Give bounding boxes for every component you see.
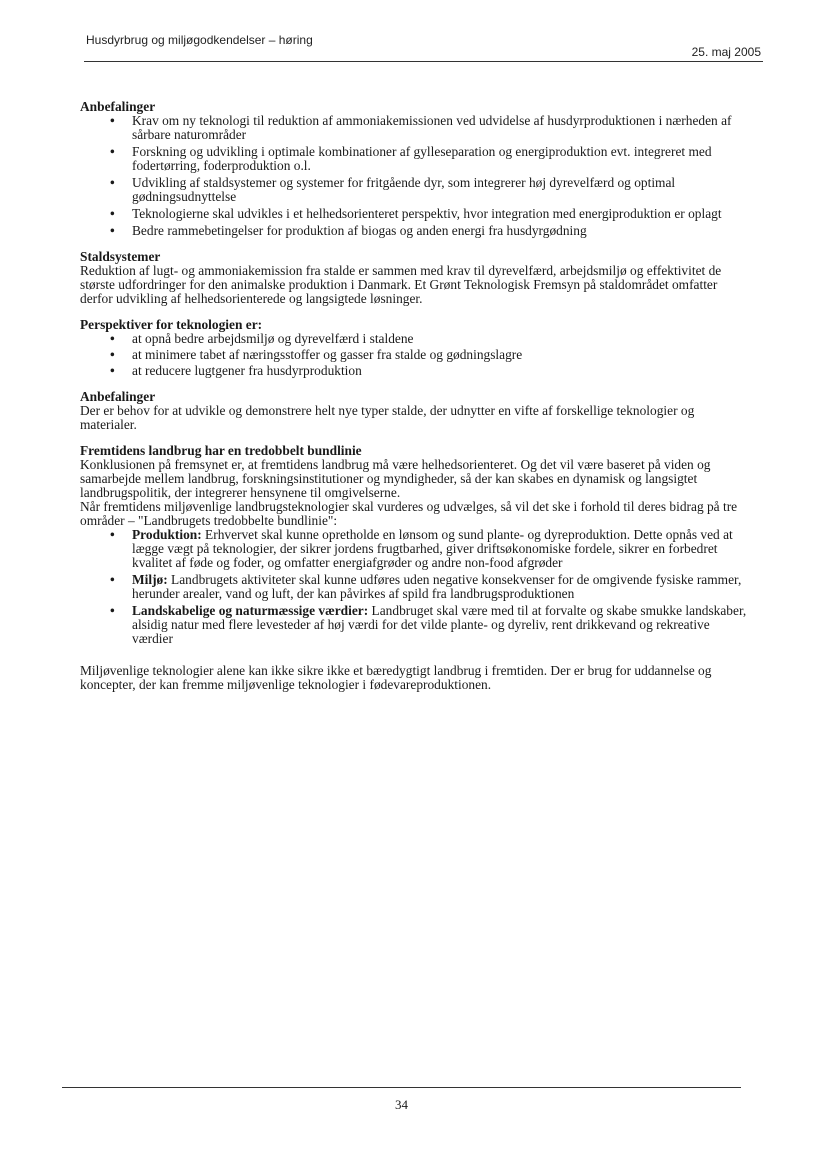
section-anbefalinger-1 bbox=[80, 100, 750, 238]
section-heading: Perspektiver for teknologien er: bbox=[80, 317, 263, 332]
section-closing bbox=[80, 664, 750, 692]
header-rule bbox=[84, 61, 763, 62]
page-number: 34 bbox=[395, 1097, 408, 1112]
list-item: • Forskning og udvikling i optimale kombinationer af gylleseparation og energiproduktion evt. integreret med fodertørring, foderproduktion o.l. bbox=[132, 145, 750, 173]
paragraph: Der er behov for at udvikle og demonstrere helt nye typer stalde, der udnytter en vifte af forskellige teknologier og materialer. bbox=[80, 403, 695, 432]
bottom-line-list bbox=[80, 528, 750, 646]
paragraph: Når fremtidens miljøvenlige landbrugsteknologier skal vurderes og udvælges, så vil det ske i forhold til deres bidrag på tre områder – "Landbrugets tredobbelte bundlinie": bbox=[80, 499, 738, 528]
recommendation-list bbox=[80, 114, 750, 238]
list-item: • Bedre rammebetingelser for produktion af biogas og anden energi fra husdyrgødning bbox=[132, 224, 750, 238]
paragraph: Reduktion af lugt- og ammoniakemission fra stalde er sammen med krav til dyrevelfærd, arbejdsmiljø og effektivitet de største udfordringer for den animalske produktion i Danmark. Et Grønt Teknologisk Fremsyn på staldområdet omfatter derfor udvikling af helhedsorienterede og langsigtede løsninger. bbox=[80, 263, 722, 306]
list-item: • Teknologierne skal udvikles i et helhedsorienteret perspektiv, hvor integration med energiproduktion er oplagt bbox=[132, 207, 750, 221]
section-fremtidens-landbrug bbox=[80, 444, 750, 646]
list-item bbox=[132, 573, 750, 601]
list-item: • Krav om ny teknologi til reduktion af ammoniakemissionen ved udvidelse af husdyrproduktionen i nærheden af sårbare naturområder bbox=[132, 114, 750, 142]
list-item-term: Landskabelige og naturmæssige værdier: bbox=[132, 603, 369, 618]
header-date: 25. maj 2005 bbox=[691, 45, 761, 59]
list-item-text: Landbrugets aktiviteter skal kunne udføres uden negative konsekvenser for de omgivende fysiske rammer, herunder arealer, vand og luft, der kan påvirkes af spild fra landbrugsproduktionen bbox=[132, 572, 742, 601]
list-item-term: Produktion: bbox=[132, 527, 202, 542]
list-item: • at opnå bedre arbejdsmiljø og dyrevelfærd i staldene bbox=[132, 332, 750, 346]
page-content bbox=[80, 100, 750, 704]
list-item-text: Erhvervet skal kunne opretholde en lønsom og sund plante- og dyreproduktion. Dette opnås ved at lægge vægt på teknologier, der sikrer jordens frugtbarhed, giver driftsøkonomiske fordele, sikrer en forbedret kvalitet af føde og foder, og omfatter energiafgrøder og andre non-food afgrøder bbox=[132, 527, 733, 570]
section-heading: Anbefalinger bbox=[80, 99, 156, 114]
list-item bbox=[132, 528, 750, 570]
list-item: • at reducere lugtgener fra husdyrproduktion bbox=[132, 364, 750, 378]
section-staldsystemer bbox=[80, 250, 750, 306]
list-item-text: Landbruget skal være med til at forvalte og skabe smukke landskaber, alsidig natur med flere levesteder af høj værdi for det vilde plante- og dyreliv, rent drikkevand og rekreative værdier bbox=[132, 603, 747, 646]
section-perspektiver bbox=[80, 318, 750, 378]
list-item: • Udvikling af staldsystemer og systemer for fritgående dyr, som integrerer høj dyrevelfærd og optimal gødningsudnyttelse bbox=[132, 176, 750, 204]
list-item bbox=[132, 604, 750, 646]
list-item: • at minimere tabet af næringsstoffer og gasser fra stalde og gødningslagre bbox=[132, 348, 750, 362]
paragraph: Miljøvenlige teknologier alene kan ikke sikre ikke et bæredygtigt landbrug i fremtiden. Der er brug for uddannelse og koncepter, der kan fremme miljøvenlige teknologier i fødevareproduktionen. bbox=[80, 663, 712, 692]
section-anbefalinger-2 bbox=[80, 390, 750, 432]
footer-rule bbox=[62, 1087, 741, 1088]
section-heading: Staldsystemer bbox=[80, 249, 161, 264]
perspective-list bbox=[80, 332, 750, 378]
header-title: Husdyrbrug og miljøgodkendelser – høring bbox=[86, 33, 313, 47]
paragraph: Konklusionen på fremsynet er, at fremtidens landbrug må være helhedsorienteret. Og det vil være baseret på viden og samarbejde mellem landbrug, forskningsinstitutioner og myndigheder, så der kan skabes en dynamisk og langsigtet landbrugspolitik, der integrerer hensynene til omgivelserne. bbox=[80, 457, 711, 500]
section-heading: Anbefalinger bbox=[80, 389, 156, 404]
section-heading: Fremtidens landbrug har en tredobbelt bundlinie bbox=[80, 443, 362, 458]
list-item-term: Miljø: bbox=[132, 572, 168, 587]
